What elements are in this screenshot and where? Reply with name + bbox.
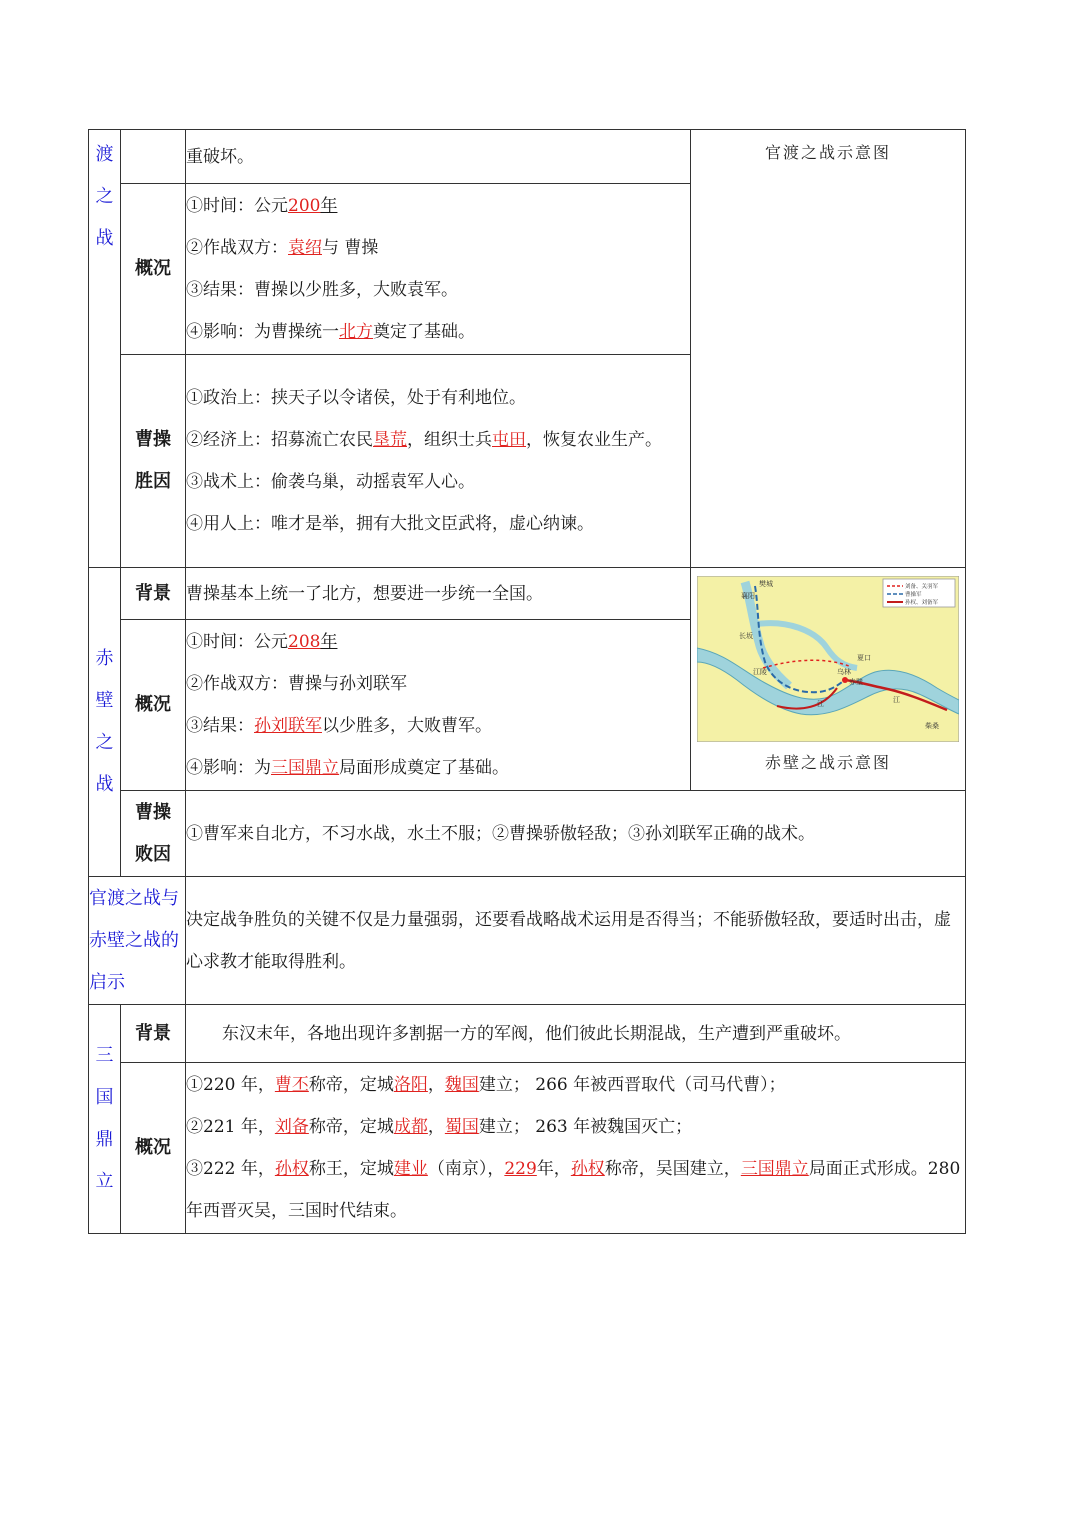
chibi-overview-label: 概况 — [135, 694, 171, 715]
sanguo-title-cell — [89, 1005, 121, 1234]
sanguo-l3-e: 称帝，吴国建立， — [604, 1159, 741, 1179]
chibi-result — [186, 705, 690, 747]
chibi-result-b: 以少胜多，大败曹军。 — [322, 716, 492, 736]
lesson-text: 决定战争胜负的关键不仅是力量强弱，还要看战略战术运用是否得当；不能骄傲轻敌，要适时出击，虚心求教才能取得胜利。 — [186, 909, 951, 972]
guandu-victory-l2-c: ，恢复农业生产。 — [526, 430, 662, 450]
map-label-9: 柴桑 — [925, 722, 939, 730]
sanguo-l1-hl2: 洛阳 — [393, 1075, 428, 1095]
guandu-victory-label: 曹操胜因 — [135, 429, 171, 492]
sanguo-l3-a: ③222 年， — [186, 1159, 275, 1179]
sanguo-l1 — [186, 1064, 965, 1106]
lesson-title: 官渡之战与赤壁之战的启示 — [89, 887, 179, 993]
sanguo-overview-label: 概况 — [135, 1137, 171, 1158]
sanguo-l3-hl2: 建业 — [393, 1159, 428, 1179]
guandu-impact-hl: 北方 — [339, 322, 373, 342]
map-marker-chibi — [842, 677, 848, 683]
guandu-map-cell — [691, 130, 966, 568]
sanguo-l1-hl3: 魏国 — [444, 1075, 479, 1095]
map-label-3: 江陵 — [753, 668, 767, 676]
map-legend-label-2: 孙权、刘备军 — [905, 600, 939, 606]
guandu-victory-l4: ④用人上：唯才是举，拥有大批文臣武将，虚心纳谏。 — [186, 514, 594, 534]
sanguo-l2-hl2: 成都 — [393, 1117, 428, 1137]
chibi-time-b: 年 — [320, 632, 338, 652]
chibi-map-caption: 赤壁之战示意图 — [764, 753, 891, 772]
guandu-result: ③结果：曹操以少胜多，大败袁军。 — [186, 280, 458, 300]
sanguo-l3-hl5: 三国鼎立 — [740, 1159, 809, 1179]
chibi-background-text: 曹操基本上统一了北方，想要进一步统一全国。 — [186, 583, 543, 604]
sanguo-title: 三国鼎立 — [95, 1045, 114, 1192]
sanguo-l3-hl1: 孙权 — [274, 1159, 309, 1179]
chibi-map-image — [697, 576, 959, 742]
history-table — [88, 129, 966, 1234]
map-label-7: 夏口 — [857, 654, 871, 662]
guandu-victory-l2-hl1: 垦荒 — [373, 430, 407, 450]
chibi-impact-b: 局面形成奠定了基础。 — [339, 758, 509, 778]
map-label-1: 襄阳 — [741, 592, 755, 600]
chibi-parties: ②作战双方：曹操与孙刘联军 — [186, 674, 407, 694]
sanguo-l2-hl1: 刘备 — [274, 1117, 309, 1137]
sanguo-l3-c: （南京）， — [427, 1159, 505, 1179]
sanguo-l1-b: 称帝，定城 — [308, 1075, 394, 1095]
sanguo-background-cell — [186, 1005, 966, 1063]
sanguo-l3-hl4: 孙权 — [570, 1159, 605, 1179]
guandu-overview-cell — [186, 184, 691, 355]
chibi-overview-cell — [186, 620, 691, 791]
chibi-result-a: ③结果： — [186, 716, 254, 736]
chibi-impact-hl: 三国鼎立 — [271, 758, 339, 778]
guandu-fragment: 重破坏。 — [186, 146, 254, 167]
map-label-5: 江 — [893, 696, 900, 704]
chibi-impact-a: ④影响：为 — [186, 758, 271, 778]
guandu-time-b: 年 — [320, 196, 338, 216]
sanguo-l2-d: 建立； 263 年被魏国灭亡； — [478, 1117, 693, 1137]
sanguo-l2-a: ②221 年， — [186, 1117, 275, 1137]
sanguo-l3-d: 年， — [536, 1159, 571, 1179]
chibi-result-hl: 孙刘联军 — [254, 716, 322, 736]
chibi-background-label: 背景 — [135, 582, 171, 604]
chibi-impact — [186, 747, 690, 789]
guandu-fragment-cell — [186, 130, 691, 184]
sanguo-l3 — [186, 1148, 965, 1232]
sanguo-background-text: 东汉末年，各地出现许多割据一方的军阀，他们彼此长期混战，生产遭到严重破坏。 — [222, 1023, 851, 1044]
chibi-background-cell — [186, 568, 691, 620]
sanguo-l2-c: ， — [427, 1117, 445, 1137]
guandu-fragment-label-cell — [121, 130, 186, 184]
chibi-defeat-text: ①曹军来自北方，不习水战，水土不服；②曹操骄傲轻敌；③孙刘联军正确的战术。 — [186, 823, 815, 844]
guandu-victory-l2-a: ②经济上：招募流亡农民 — [186, 430, 373, 450]
map-label-6: 赤壁 — [849, 678, 863, 686]
sanguo-l1-hl1: 曹丕 — [274, 1075, 309, 1095]
guandu-victory-l2 — [186, 419, 690, 461]
chibi-map-cell — [691, 568, 966, 791]
guandu-parties — [186, 227, 690, 269]
map-label-8: 乌林 — [837, 668, 851, 676]
sanguo-l1-c: ， — [427, 1075, 445, 1095]
sanguo-l3-hl3: 229 — [504, 1159, 537, 1179]
map-legend-label-1: 曹操军 — [905, 592, 922, 598]
chibi-defeat-label: 曹操败因 — [135, 801, 171, 865]
sanguo-l3-f: 局面正式形成。280 年西晋灭吴，三国时代结束。 — [186, 1159, 961, 1221]
guandu-parties-hl: 袁绍 — [288, 238, 322, 258]
guandu-time-a: ①时间：公元 — [186, 196, 288, 216]
chibi-title-cell — [89, 568, 121, 877]
map-legend-label-0: 刘备、关羽军 — [905, 584, 939, 590]
chibi-time-a: ①时间：公元 — [186, 632, 288, 652]
chibi-time-year: 208 — [288, 632, 321, 652]
map-label-2: 长坂 — [739, 632, 753, 640]
sanguo-l2 — [186, 1106, 965, 1148]
guandu-overview-label: 概况 — [135, 258, 171, 279]
map-label-4: 江 — [817, 700, 824, 708]
guandu-victory-l2-b: ，组织士兵 — [407, 430, 492, 450]
guandu-title: 渡之战 — [95, 144, 114, 249]
chibi-overview-label-cell — [121, 620, 186, 791]
chibi-title: 赤壁之战 — [95, 648, 114, 795]
guandu-victory-l3: ③战术上：偷袭乌巢，动摇袁军人心。 — [186, 472, 475, 492]
chibi-background-label-cell — [121, 568, 186, 620]
sanguo-l1-a: ①220 年， — [186, 1075, 275, 1095]
chibi-defeat-label-cell — [121, 791, 186, 877]
guandu-parties-a: ②作战双方： — [186, 238, 288, 258]
guandu-time-year: 200 — [288, 196, 321, 216]
guandu-impact — [186, 311, 690, 353]
sanguo-l2-b: 称帝，定城 — [308, 1117, 394, 1137]
guandu-title-cell — [89, 130, 121, 568]
sanguo-l3-b: 称王，定城 — [308, 1159, 394, 1179]
guandu-victory-l1: ①政治上：挟天子以令诸侯，处于有利地位。 — [186, 388, 526, 408]
chibi-defeat-cell — [186, 791, 966, 877]
guandu-parties-b: 与 曹操 — [322, 238, 379, 258]
sanguo-overview-label-cell — [121, 1063, 186, 1234]
lesson-title-cell — [89, 877, 186, 1005]
guandu-impact-b: 奠定了基础。 — [373, 322, 475, 342]
guandu-victory-cell — [186, 355, 691, 568]
guandu-map-caption: 官渡之战示意图 — [764, 143, 891, 162]
chibi-map — [697, 576, 959, 742]
sanguo-background-label: 背景 — [135, 1022, 171, 1044]
chibi-time — [186, 621, 690, 663]
guandu-impact-a: ④影响：为曹操统一 — [186, 322, 339, 342]
guandu-victory-label-cell — [121, 355, 186, 568]
lesson-cell — [186, 877, 966, 1005]
sanguo-overview-cell — [186, 1063, 966, 1234]
guandu-overview-label-cell — [121, 184, 186, 355]
sanguo-l1-d: 建立； 266 年被西晋取代（司马代曹）； — [478, 1075, 786, 1095]
guandu-victory-l2-hl2: 屯田 — [492, 430, 526, 450]
map-label-0: 樊城 — [759, 580, 773, 588]
sanguo-background-label-cell — [121, 1005, 186, 1063]
sanguo-l2-hl3: 蜀国 — [444, 1117, 479, 1137]
guandu-time — [186, 185, 690, 227]
